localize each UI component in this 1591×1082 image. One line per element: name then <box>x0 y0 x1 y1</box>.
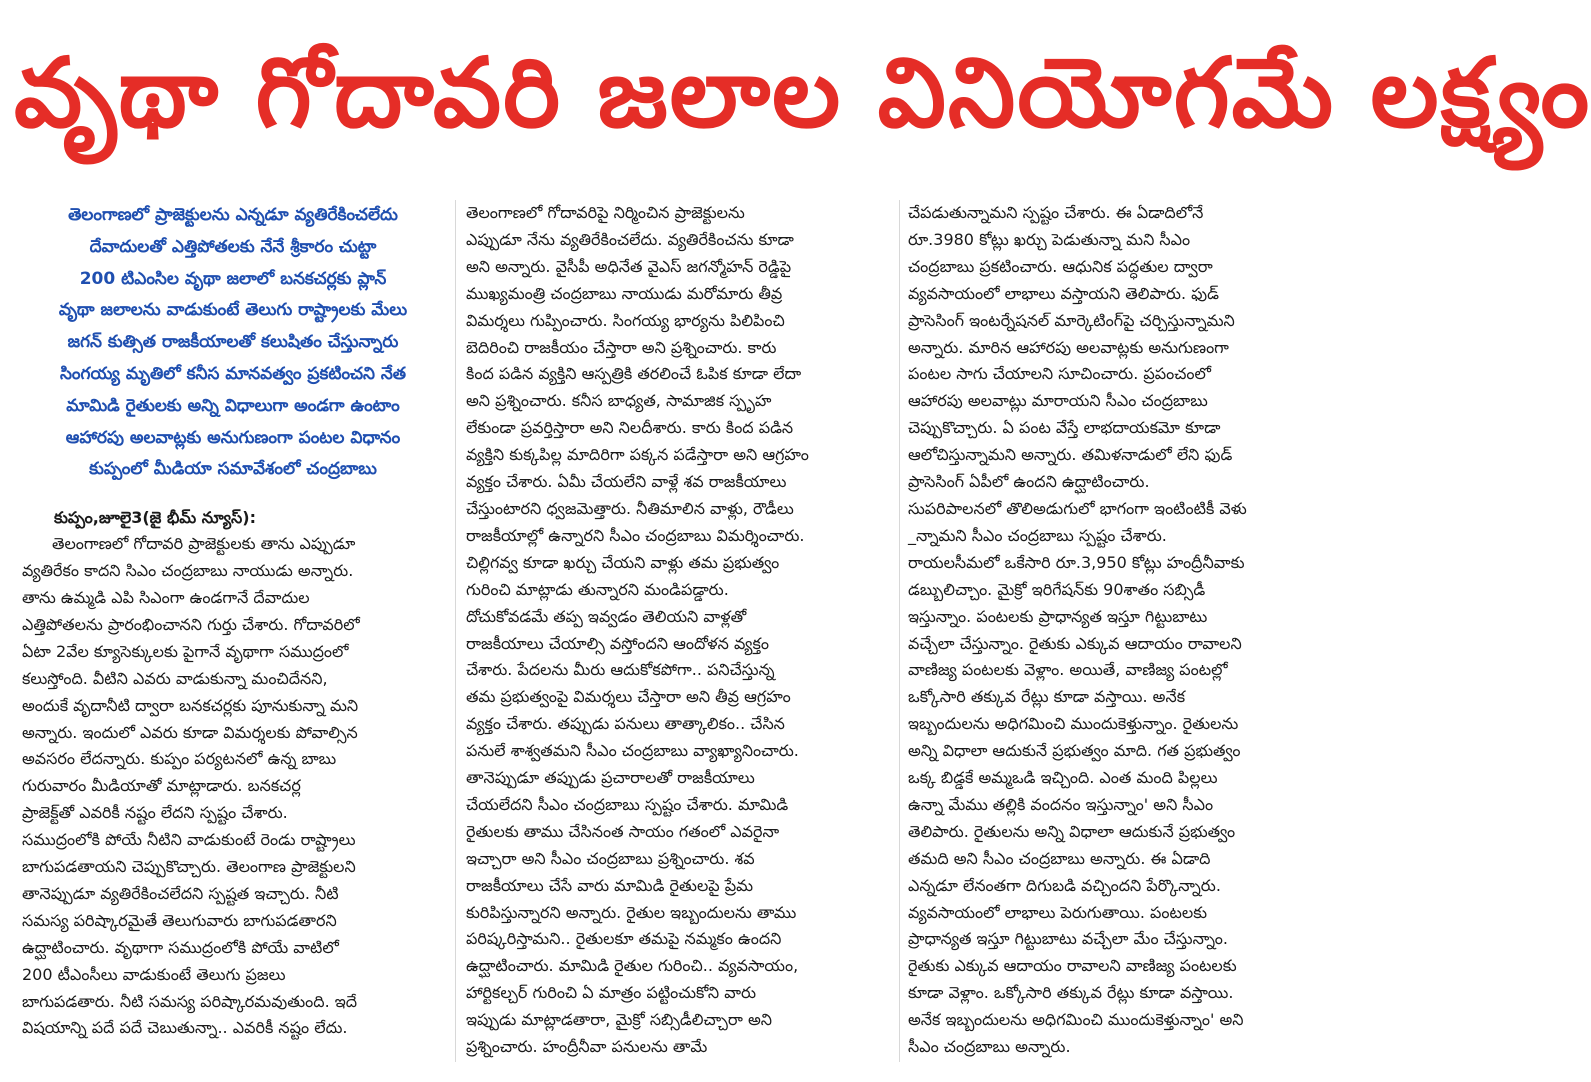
text-line: ఉద్ఘాటించారు. వృథాగా సముద్రంలోకి పోయే వాటిలో <box>22 937 339 957</box>
text-line: వ్యక్తిని కుక్కపిల్ల మాదిరిగా పక్కన పడేస్తారా అని ఆగ్రహం <box>466 445 809 465</box>
text-line: వ్యక్తం చేశారు. తప్పుడు పనులు తాత్కాలికం.. చేసిన <box>466 714 785 734</box>
text-line: రాయలసీమలో ఒకేసారి రూ.3,950 కోట్లు హంద్రీనీవాకు <box>908 552 1245 572</box>
text-line: ప్రాజెక్ట్‌తో ఎవరికీ నష్టం లేదని స్పష్టం చేశారు. <box>22 803 288 823</box>
text-line: ముఖ్యమంత్రి చంద్రబాబు నాయుడు మరోమారు తీవ్ర <box>466 283 783 303</box>
text-line: పంటల సాగు చేయాలని సూచించారు. ప్రపంచంలో <box>908 364 1211 384</box>
text-line: సీఎం చంద్రబాబు అన్నారు. <box>908 1037 1071 1057</box>
text-line: _న్నామని సీఎం చంద్రబాబు స్పష్టం చేశారు. <box>908 525 1167 545</box>
text-line: కింద పడిన వ్యక్తిని ఆస్పత్రికి తరలించే ఓపిక కూడా లేదా <box>466 364 802 384</box>
column-3 <box>908 200 1346 1061</box>
highlight-line: ఆహారపు అలవాట్లకు అనుగుణంగా పంటల విధానం <box>65 427 401 448</box>
highlight-line: తెలంగాణలో ప్రాజెక్టులను ఎన్నడూ వ్యతిరేకించలేదు <box>68 205 398 225</box>
text-line: తమది అని సీఎం చంద్రబాబు అన్నారు. ఈ ఏడాది <box>908 848 1211 868</box>
highlight-line: దేవాదులతో ఎత్తిపోతలకు నేనే శ్రీకారం చుట్టా <box>89 236 377 257</box>
text-line: వచ్చేలా చేస్తున్నాం. రైతుకు ఎక్కువ ఆదాయం రావాలని <box>908 633 1242 653</box>
text-line: ఏటా 2వేల క్యూసెక్కులకు పైగానే వృథాగా సముద్రంలో <box>22 641 349 661</box>
text-line: ఎప్పుడూ నేను వ్యతిరేకించలేదు. వ్యతిరేకించను కూడా <box>466 229 794 249</box>
text-line: బాగుపడతాయని చెప్పుకొచ్చారు. తెలంగాణ ప్రాజెక్టులని <box>22 857 356 877</box>
text-line: చంద్రబాబు ప్రకటించారు. ఆధునిక పద్ధతుల ద్వారా <box>908 256 1213 276</box>
text-line: బెదిరించి రాజకీయం చేస్తారా అని ప్రశ్నించారు. కారు <box>466 337 777 357</box>
highlight-line: వృథా జలాలను వాడుకుంటే తెలుగు రాష్ట్రాలకు మేలు <box>58 300 408 321</box>
column-divider-2 <box>899 200 900 1062</box>
text-line: అవసరం లేదన్నారు. కుప్పం పర్యటనలో ఉన్న బాబు <box>22 749 337 769</box>
text-line: చిల్లిగవ్వ కూడా ఖర్చు చేయని వాళ్లు తమ ప్రభుత్వం <box>466 552 780 572</box>
text-line: ఎన్నడూ లేనంతగా దిగుబడి వచ్చిందని పేర్కొన్నారు. <box>908 875 1221 895</box>
column-1 <box>22 200 444 1042</box>
highlight-line: జగన్ కుత్సిత రాజకీయాలతో కలుషితం చేస్తున్నారు <box>67 332 399 353</box>
text-line: రాజకీయాలు చేసే వారు మామిడి రైతులపై ప్రేమ <box>466 875 754 895</box>
text-line: చేయలేదని సీఎం చంద్రబాబు స్పష్టం చేశారు. మామిడి <box>466 794 789 814</box>
text-line: రైతులకు తాము చేసినంత సాయం గతంలో ఎవరైనా <box>466 821 780 841</box>
text-line: రూ.3980 కోట్లు ఖర్చు పెడుతున్నా మని సీఎం <box>908 229 1191 249</box>
text-line: ప్రాధాన్యత ఇస్తూ గిట్టుబాటు వచ్చేలా మేం చేస్తున్నాం. <box>908 929 1229 949</box>
text-line: బాగుపడతారు. నీటి సమస్య పరిష్కారమవుతుంది. ఇదే <box>22 991 358 1011</box>
text-line: కలుస్తోంది. వీటిని ఎవరు వాడుకున్నా మంచిదేనని, <box>22 668 328 688</box>
text-line: ఆహారపు అలవాట్లు మారాయని సీఎం చంద్రబాబు <box>908 391 1208 411</box>
text-line: అన్నారు. మారిన ఆహారపు అలవాట్లకు అనుగుణంగా <box>908 337 1229 357</box>
text-line: తమ ప్రభుత్వంపై విమర్శలు చేస్తారా అని తీవ్ర ఆగ్రహం <box>466 687 791 707</box>
text-line: వాణిజ్య పంటలకు వెళ్లాం. అయితే, వాణిజ్య పంటల్లో <box>908 660 1228 680</box>
text-line: అని ప్రశ్నించారు. కనీస బాధ్యత, సామాజిక స్పృహ <box>466 391 772 411</box>
text-line: ఎత్తిపోతలను ప్రారంభించానని గుర్తు చేశారు. గోదావరిలో <box>22 614 360 634</box>
text-line: విమర్శలు గుప్పించారు. సింగయ్య భార్యను పిలిపించి <box>466 310 785 330</box>
text-line: ప్రాసెసింగ్ ఏపీలో ఉందని ఉద్ఘాటించారు. <box>908 472 1150 492</box>
text-line: డబ్బులిచ్చాం. మైక్రో ఇరిగేషన్‌కు 90శాతం సబ్సిడీ <box>908 579 1206 599</box>
text-line: రైతుకు ఎక్కువ ఆదాయం రావాలని వాణిజ్య పంటలకు <box>908 956 1237 976</box>
text-line: పరిష్కరిస్తామని.. రైతులకూ తమపై నమ్మకం ఉందని <box>466 929 782 949</box>
text-line: వ్యవసాయంలో లాభాలు వస్తాయని తెలిపారు. ఫుడ్ <box>908 283 1219 303</box>
text-line: ఒక్క బిడ్డకే అమ్మఒడి ఇచ్చింది. ఎంత మంది పిల్లలు <box>908 768 1218 788</box>
text-line: ఆలోచిస్తున్నామని అన్నారు. తమిళనాడులో లేని ఫుడ్ <box>908 445 1233 465</box>
text-line: రాజకీయాలు చేయాల్సి వస్తోందని ఆందోళన వ్యక్తం <box>466 633 769 653</box>
text-line: ఇచ్చారా అని సీఎం చంద్రబాబు ప్రశ్నించారు. శవ <box>466 848 755 868</box>
text-line: సుపరిపాలనలో తొలిఅడుగులో భాగంగా ఇంటింటికీ వెళు <box>908 498 1247 518</box>
text-line: అందుకే వృదానీటి ద్వారా బనకచర్లకు పూనుకున్నా మని <box>22 695 359 715</box>
text-line: ఒక్కోసారి తక్కువ రేట్లు కూడా వస్తాయి. అనేక <box>908 687 1186 707</box>
column-2 <box>466 200 890 1061</box>
text-line: వ్యతిరేకం కాదని సిఎం చంద్రబాబు నాయుడు అన్నారు. <box>22 561 354 581</box>
text-line: అన్ని విధాలా ఆదుకునే ప్రభుత్వం మాది. గత ప్రభుత్వం <box>908 741 1241 761</box>
text-line: తెలంగాణలో గోదావరి ప్రాజెక్టులకు తాను ఎప్పుడూ <box>52 534 356 554</box>
text-line: తాను ఉమ్మడి ఎపి సిఎంగా ఉండగానే దేవాదుల <box>22 587 310 607</box>
text-line: కురిపిస్తున్నారని అన్నారు. రైతుల ఇబ్బందులను తాము <box>466 902 797 922</box>
text-line: కూడా వెళ్లాం. ఒక్కోసారి తక్కువ రేట్లు కూడా వస్తాయి. <box>908 983 1234 1003</box>
text-line: విషయాన్ని పదే పదే చెబుతున్నా.. ఎవరికీ నష్టం లేదు. <box>22 1018 348 1038</box>
text-line: గురువారం మీడియాతో మాట్లాడారు. బనకచర్ల <box>22 776 301 796</box>
highlights-list <box>22 200 444 486</box>
highlight-line: మామిడి రైతులకు అన్ని విధాలుగా అండగా ఉంటాం <box>66 395 400 416</box>
text-line: అనేక ఇబ్బందులను అధిగమించి ముందుకెళ్తున్నాం' అని <box>908 1010 1244 1030</box>
text-line: ఇబ్బందులను అధిగమించి ముందుకెళ్తున్నాం. రైతులను <box>908 714 1239 734</box>
highlight-line: కుప్పంలో మీడియా సమావేశంలో చంద్రబాబు <box>89 459 377 480</box>
column-1-body <box>22 531 444 1042</box>
text-line: ఉద్ఘాటించారు. మామిడి రైతుల గురించి.. వ్యవసాయం, <box>466 956 799 976</box>
column-3-body <box>908 200 1346 1061</box>
text-line: హార్టికల్చర్ గురించి ఏ మాత్రం పట్టించుకోని వారు <box>466 983 757 1003</box>
text-line: రాజకీయాల్లో ఉన్నారని సీఎం చంద్రబాబు విమర్శించారు. <box>466 525 805 545</box>
text-line: సమస్య పరిష్కారమైతే తెలుగువారు బాగుపడతారని <box>22 910 337 930</box>
text-line: ఇప్పుడు మాట్లాడతారా, మైక్రో సబ్సిడీలిచ్చారా అని <box>466 1010 773 1030</box>
text-line: ఇస్తున్నాం. పంటలకు ప్రాధాన్యత ఇస్తూ గిట్టుబాటు <box>908 606 1208 626</box>
text-line: చేపడుతున్నామని స్పష్టం చేశారు. ఈ ఏడాదిలోనే <box>908 203 1204 222</box>
highlight-line: సింగయ్య మృతిలో కనీస మానవత్వం ప్రకటించని నేత <box>60 363 406 384</box>
text-line: దోచుకోవడమే తప్ప ఇవ్వడం తెలియని వాళ్లతో <box>466 606 747 626</box>
text-line: పనులే శాశ్వతమని సీఎం చంద్రబాబు వ్యాఖ్యానించారు. <box>466 741 799 761</box>
text-line: 200 టీఎంసీలు వాడుకుంటే తెలుగు ప్రజలు <box>22 964 286 984</box>
text-line: చెప్పుకొచ్చారు. ఏ పంట వేస్తే లాభదాయకమో కూడా <box>908 418 1221 438</box>
headline: వృథా గోదావరి జలాల వినియోగమే లక్ష్యం <box>14 37 1591 149</box>
text-line: లేకుండా ప్రవర్తిస్తారా అని నిలదీశారు. కారు కింద పడిన <box>466 418 794 438</box>
text-line: అని అన్నారు. వైసీపీ అధినేత వైఎస్ జగన్మోహన్ రెడ్డిపై <box>466 256 792 276</box>
text-line: తెలిపారు. రైతులను అన్ని విధాలా ఆదుకునే ప్రభుత్వం <box>908 821 1236 841</box>
highlight-line: 200 టిఎంసిల వృథా జలాలో బనకచర్లకు ప్లాన్ <box>79 268 387 289</box>
text-line: అన్నారు. ఇందులో ఎవరు కూడా విమర్శలకు పోవాల్సిన <box>22 722 358 742</box>
text-line: సముద్రంలోకి పోయే నీటిని వాడుకుంటే రెండు రాష్ట్రాలు <box>22 830 356 850</box>
text-line: తానెప్పుడూ తప్పుడు ప్రచారాలతో రాజకీయాలు <box>466 768 755 788</box>
text-line: చేస్తుంటారని ధ్వజమెత్తారు. నీతిమాలిన వాళ్లు, రౌడీలు <box>466 498 794 518</box>
text-line: చేశారు. పేదలను మీరు ఆదుకోకపోగా.. పనిచేస్తున్న <box>466 660 775 680</box>
dateline: కుప్పం,జూలై3(జై భీమ్ న్యూస్): <box>54 508 256 528</box>
column-divider-1 <box>455 200 456 1062</box>
text-line: ప్రాసెసింగ్ ఇంటర్నేషనల్ మార్కెటింగ్‌పై చర్చిస్తున్నామని <box>908 310 1235 330</box>
text-line: ఉన్నా మేము తల్లికి వందనం ఇస్తున్నాం' అని సీఎం <box>908 794 1214 814</box>
text-line: ప్రశ్నించారు. హంద్రీనీవా పనులను తామే <box>466 1037 708 1057</box>
text-line: వ్యవసాయంలో లాభాలు పెరుగుతాయి. పంటలకు <box>908 902 1208 922</box>
column-2-body <box>466 200 890 1061</box>
text-line: వ్యక్తం చేశారు. ఏమీ చేయలేని వాళ్లే శవ రాజకీయాలు <box>466 472 787 492</box>
text-line: తెలంగాణలో గోదావరిపై నిర్మించిన ప్రాజెక్టులను <box>466 203 745 222</box>
text-line: తానెప్పుడూ వ్యతిరేకించలేదని స్పష్టత ఇచ్చారు. నీటి <box>22 883 339 903</box>
text-line: గురించి మాట్లాడు తున్నారని మండిపడ్డారు. <box>466 579 729 599</box>
